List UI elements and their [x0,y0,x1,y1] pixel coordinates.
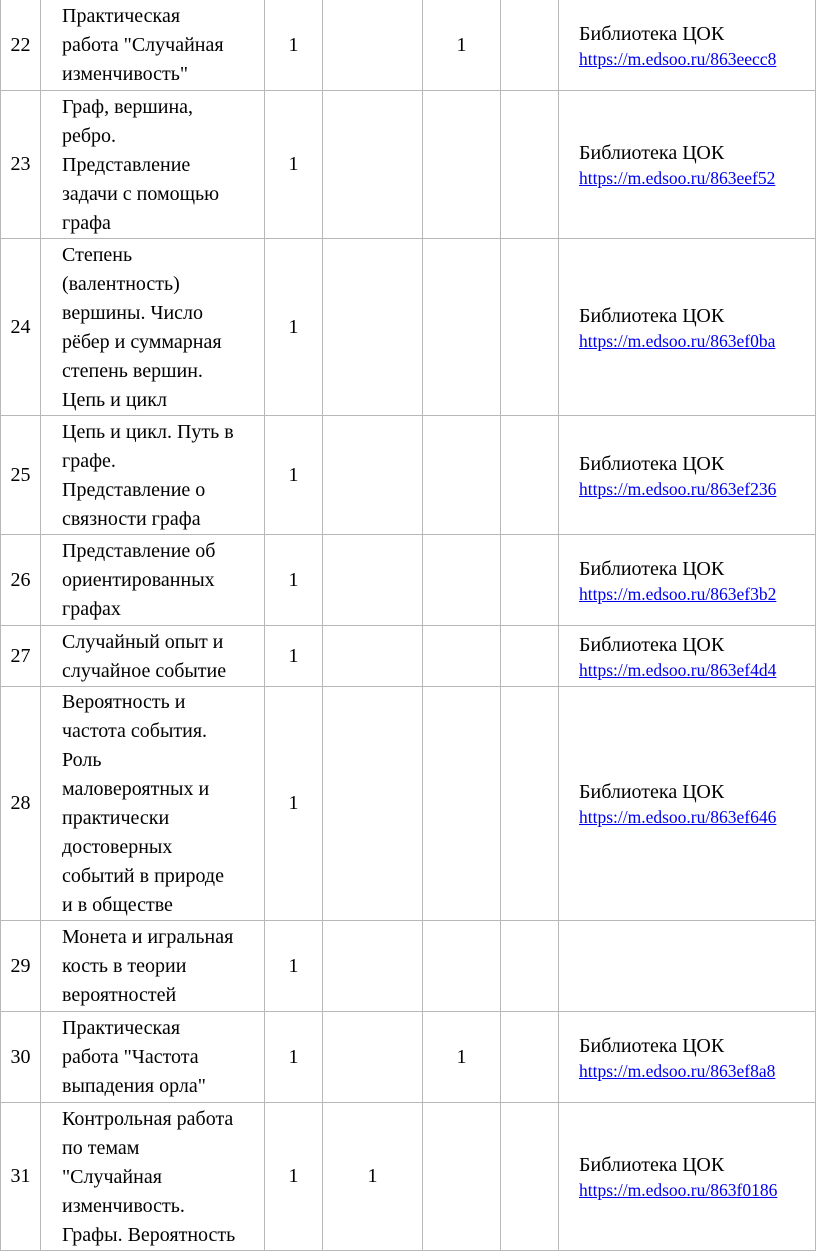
hours-practice [423,416,501,535]
hours-total: 1 [265,626,323,687]
lesson-number: 30 [1,1012,41,1103]
topic-line: графах [62,598,121,620]
date-cell [501,416,559,535]
topic-line: кость в теории [62,955,187,977]
resource-cell [559,239,816,416]
hours-total: 1 [265,921,323,1012]
hours-practice [423,626,501,687]
lesson-topic [41,416,265,535]
topic-line: Случайный опыт и [62,630,224,653]
resource-link[interactable]: https://m.edsoo.ru/863ef8a8 [579,1060,776,1081]
topic-line: Представление об [62,540,216,562]
lesson-number: 22 [1,0,41,91]
lesson-topic [41,239,265,416]
table-row [1,91,816,239]
resource-cell [559,535,816,626]
date-cell [501,1103,559,1251]
resource-label: Библиотека ЦОК [579,633,725,656]
date-cell [501,626,559,687]
topic-line: ориентированных [62,569,215,591]
hours-tests [323,239,423,416]
topic-line: работа "Частота [62,1046,199,1068]
table-row [1,0,816,91]
hours-tests: 1 [323,1103,423,1251]
date-cell [501,239,559,416]
topic-line: Практическая [62,5,181,27]
topic-line: Вероятность и [62,691,186,713]
table-row [1,687,816,921]
topic-line: и в обществе [62,894,173,916]
lesson-topic [41,91,265,239]
resource-cell [559,626,816,687]
topic-line: графа [62,211,111,234]
resource-link[interactable]: https://m.edsoo.ru/863ef4d4 [579,659,777,680]
resource-label: Библиотека ЦОК [579,1034,725,1057]
topic-line: (валентность) [62,272,180,295]
resource-label: Библиотека ЦОК [579,781,725,803]
lesson-topic [41,1012,265,1103]
date-cell [501,1012,559,1103]
date-cell [501,921,559,1012]
topic-line: Монета и игральная [62,926,234,948]
topic-line: Роль [62,749,102,771]
topic-line: ребро. [62,124,117,147]
lesson-number: 29 [1,921,41,1012]
resource-link[interactable]: https://m.edsoo.ru/863ef646 [579,807,777,827]
topic-line: Представление о [62,478,206,501]
table-row [1,626,816,687]
resource-link[interactable]: https://m.edsoo.ru/863ef236 [579,478,777,499]
resource-cell [559,0,816,91]
resource-link[interactable]: https://m.edsoo.ru/863ef0ba [579,330,776,351]
hours-total: 1 [265,239,323,416]
topic-line: вершины. Число [62,301,204,324]
topic-line: событий в природе [62,865,224,887]
resource-link[interactable]: https://m.edsoo.ru/863ef3b2 [579,583,777,604]
topic-line: Степень [62,243,133,266]
hours-tests [323,921,423,1012]
topic-line: связности графа [62,507,201,530]
resource-link[interactable]: https://m.edsoo.ru/863eecc8 [579,48,777,69]
hours-practice [423,921,501,1012]
resource-cell [559,416,816,535]
lesson-topic [41,0,265,91]
hours-tests [323,0,423,91]
lesson-number: 28 [1,687,41,921]
resource-label: Библиотека ЦОК [579,142,725,164]
lesson-topic [41,1103,265,1251]
hours-total: 1 [265,0,323,91]
resource-cell [559,91,816,239]
topic-line: Цепь и цикл [62,388,167,411]
resource-link[interactable]: https://m.edsoo.ru/863eef52 [579,168,776,188]
topic-line: степень вершин. [62,359,203,382]
lesson-topic [41,535,265,626]
hours-total: 1 [265,1103,323,1251]
topic-line: практически [62,807,170,829]
topic-line: изменчивость. [62,1194,185,1217]
hours-total: 1 [265,687,323,921]
date-cell [501,687,559,921]
hours-total: 1 [265,416,323,535]
topic-line: Представление [62,153,191,176]
topic-line: рёбер и суммарная [62,330,222,353]
lesson-topic [41,687,265,921]
resource-label: Библиотека ЦОК [579,1154,725,1176]
hours-practice [423,239,501,416]
topic-line: графе. [62,449,116,472]
hours-tests [323,416,423,535]
topic-line: Графы. Вероятность [62,1223,236,1246]
hours-total: 1 [265,535,323,626]
table-row [1,416,816,535]
hours-practice: 1 [423,1012,501,1103]
lesson-number: 25 [1,416,41,535]
resource-cell [559,1103,816,1251]
topic-line: Контрольная работа [62,1107,234,1130]
topic-line: работа "Случайная [62,34,224,56]
resource-cell [559,921,816,1012]
topic-line: задачи с помощью [62,182,220,205]
hours-practice [423,1103,501,1251]
topic-line: Практическая [62,1017,181,1039]
lesson-number: 24 [1,239,41,416]
topic-line: Граф, вершина, [62,95,194,118]
topic-line: вероятностей [62,984,177,1006]
lesson-number: 31 [1,1103,41,1251]
table-row [1,239,816,416]
hours-total: 1 [265,91,323,239]
hours-tests [323,626,423,687]
topic-line: изменчивость" [62,63,189,85]
hours-practice [423,687,501,921]
topic-line: достоверных [62,836,173,858]
topic-line: Цепь и цикл. Путь в [62,420,234,443]
lesson-topic [41,626,265,687]
lesson-topic [41,921,265,1012]
date-cell [501,535,559,626]
topic-line: выпадения орла" [62,1075,206,1097]
hours-tests [323,1012,423,1103]
topic-line: случайное событие [62,659,227,682]
resource-label: Библиотека ЦОК [579,304,725,327]
date-cell [501,0,559,91]
lesson-number: 27 [1,626,41,687]
table-row [1,1103,816,1251]
hours-tests [323,535,423,626]
resource-cell [559,687,816,921]
resource-cell [559,1012,816,1103]
lesson-number: 26 [1,535,41,626]
resource-label: Библиотека ЦОК [579,557,725,580]
hours-total: 1 [265,1012,323,1103]
table-row [1,921,816,1012]
resource-label: Библиотека ЦОК [579,452,725,475]
table-row [1,1012,816,1103]
topic-line: по темам [62,1136,140,1159]
topic-line: частота события. [62,720,208,742]
date-cell [501,91,559,239]
lesson-number: 23 [1,91,41,239]
resource-link[interactable]: https://m.edsoo.ru/863f0186 [579,1180,778,1200]
table-row [1,535,816,626]
hours-practice: 1 [423,0,501,91]
hours-practice [423,535,501,626]
hours-tests [323,91,423,239]
topic-line: маловероятных и [62,778,210,800]
topic-line: "Случайная [62,1165,162,1188]
hours-tests [323,687,423,921]
hours-practice [423,91,501,239]
resource-label: Библиотека ЦОК [579,22,725,45]
